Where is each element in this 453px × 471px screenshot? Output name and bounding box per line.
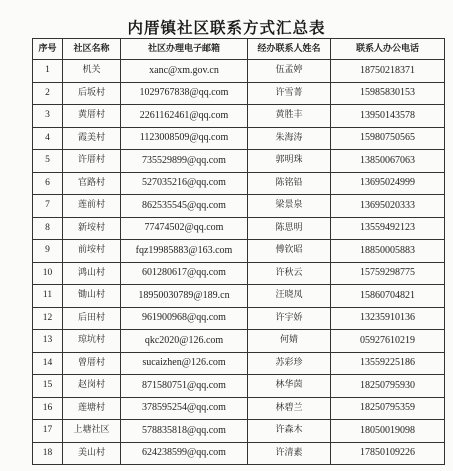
table-row [33,442,445,465]
cell-phone: 18250795359 [331,397,445,420]
cell-community-name: 后坂村 [63,82,121,105]
header-name: 社区名称 [63,39,121,60]
cell-contact-person: 梁景泉 [248,195,331,218]
cell-community-name: 前垵村 [63,240,121,263]
cell-contact-person: 何婧 [248,330,331,353]
table-row [33,127,445,150]
table-row [33,330,445,353]
cell-email: sucaizhen@126.com [121,352,248,375]
table-row [33,150,445,173]
table-header-row [33,39,445,60]
header-person: 经办联系人姓名 [248,39,331,60]
cell-num: 8 [33,217,63,240]
cell-email: 601280617@qq.com [121,262,248,285]
cell-phone: 18050019098 [331,420,445,443]
table-row [33,420,445,443]
table-row [33,397,445,420]
cell-num: 7 [33,195,63,218]
cell-community-name: 黄厝村 [63,105,121,128]
cell-contact-person: 陈思明 [248,217,331,240]
table-row [33,375,445,398]
cell-email: 378595254@qq.com [121,397,248,420]
cell-num: 4 [33,127,63,150]
cell-email: 735529899@qq.com [121,150,248,173]
cell-email: 624238599@qq.com [121,442,248,465]
cell-email: 1123008509@qq.com [121,127,248,150]
cell-num: 1 [33,60,63,83]
cell-community-name: 琼坑村 [63,330,121,353]
cell-contact-person: 许秋云 [248,262,331,285]
cell-email: fqz19985883@163.com [121,240,248,263]
cell-phone: 15860704821 [331,285,445,308]
table-row [33,60,445,83]
cell-email: xanc@xm.gov.cn [121,60,248,83]
cell-contact-person: 苏彩珍 [248,352,331,375]
header-num: 序号 [33,39,63,60]
cell-email: 18950030789@189.cn [121,285,248,308]
cell-email: 2261162461@qq.com [121,105,248,128]
cell-contact-person: 许雪菁 [248,82,331,105]
cell-email: qkc2020@126.com [121,330,248,353]
cell-contact-person: 林华茵 [248,375,331,398]
cell-phone: 05927610219 [331,330,445,353]
cell-email: 961900968@qq.com [121,307,248,330]
cell-phone: 13235910136 [331,307,445,330]
cell-email: 527035216@qq.com [121,172,248,195]
cell-num: 17 [33,420,63,443]
cell-num: 11 [33,285,63,308]
table-row [33,307,445,330]
cell-phone: 18750218371 [331,60,445,83]
cell-community-name: 机关 [63,60,121,83]
cell-num: 12 [33,307,63,330]
table-row [33,195,445,218]
cell-contact-person: 傅钦昭 [248,240,331,263]
cell-phone: 15980750565 [331,127,445,150]
cell-num: 18 [33,442,63,465]
cell-num: 5 [33,150,63,173]
cell-num: 9 [33,240,63,263]
cell-phone: 13559492123 [331,217,445,240]
table-row [33,82,445,105]
cell-num: 16 [33,397,63,420]
cell-contact-person: 伍孟婷 [248,60,331,83]
cell-community-name: 鸿山村 [63,262,121,285]
cell-contact-person: 许清素 [248,442,331,465]
cell-phone: 15985830153 [331,82,445,105]
table-row [33,285,445,308]
cell-community-name: 赵岗村 [63,375,121,398]
table-row [33,352,445,375]
cell-num: 6 [33,172,63,195]
cell-phone: 13695024999 [331,172,445,195]
cell-community-name: 后田村 [63,307,121,330]
cell-phone: 13695020333 [331,195,445,218]
cell-community-name: 美山村 [63,442,121,465]
cell-contact-person: 汪晓凤 [248,285,331,308]
cell-community-name: 许厝村 [63,150,121,173]
cell-phone: 13559225186 [331,352,445,375]
header-email: 社区办理电子邮箱 [121,39,248,60]
table-row [33,105,445,128]
cell-num: 14 [33,352,63,375]
cell-phone: 13950143578 [331,105,445,128]
cell-community-name: 霞美村 [63,127,121,150]
cell-community-name: 锄山村 [63,285,121,308]
cell-num: 2 [33,82,63,105]
cell-email: 871580751@qq.com [121,375,248,398]
cell-contact-person: 许宇娇 [248,307,331,330]
cell-num: 13 [33,330,63,353]
cell-community-name: 曾厝村 [63,352,121,375]
cell-community-name: 莲塘村 [63,397,121,420]
cell-contact-person: 陈铭铅 [248,172,331,195]
table-row [33,262,445,285]
table-row [33,240,445,263]
cell-num: 10 [33,262,63,285]
cell-contact-person: 郭明珠 [248,150,331,173]
cell-community-name: 莲前村 [63,195,121,218]
cell-phone: 15759298775 [331,262,445,285]
table-row [33,217,445,240]
cell-contact-person: 许森木 [248,420,331,443]
cell-community-name: 上塘社区 [63,420,121,443]
cell-email: 77474502@qq.com [121,217,248,240]
header-phone: 联系人办公电话 [331,39,445,60]
table-row [33,172,445,195]
cell-phone: 13850067063 [331,150,445,173]
cell-num: 15 [33,375,63,398]
page-title: 内厝镇社区联系方式汇总表 [127,19,326,37]
cell-num: 3 [33,105,63,128]
cell-community-name: 新垵村 [63,217,121,240]
cell-phone: 17850109226 [331,442,445,465]
cell-phone: 18250795930 [331,375,445,398]
table-body [33,60,445,465]
cell-contact-person: 林碧兰 [248,397,331,420]
cell-email: 862535545@qq.com [121,195,248,218]
cell-email: 578835818@qq.com [121,420,248,443]
contact-table [32,38,445,465]
cell-contact-person: 黄胜丰 [248,105,331,128]
cell-phone: 18850005883 [331,240,445,263]
cell-email: 1029767838@qq.com [121,82,248,105]
cell-contact-person: 朱海涛 [248,127,331,150]
cell-community-name: 官路村 [63,172,121,195]
